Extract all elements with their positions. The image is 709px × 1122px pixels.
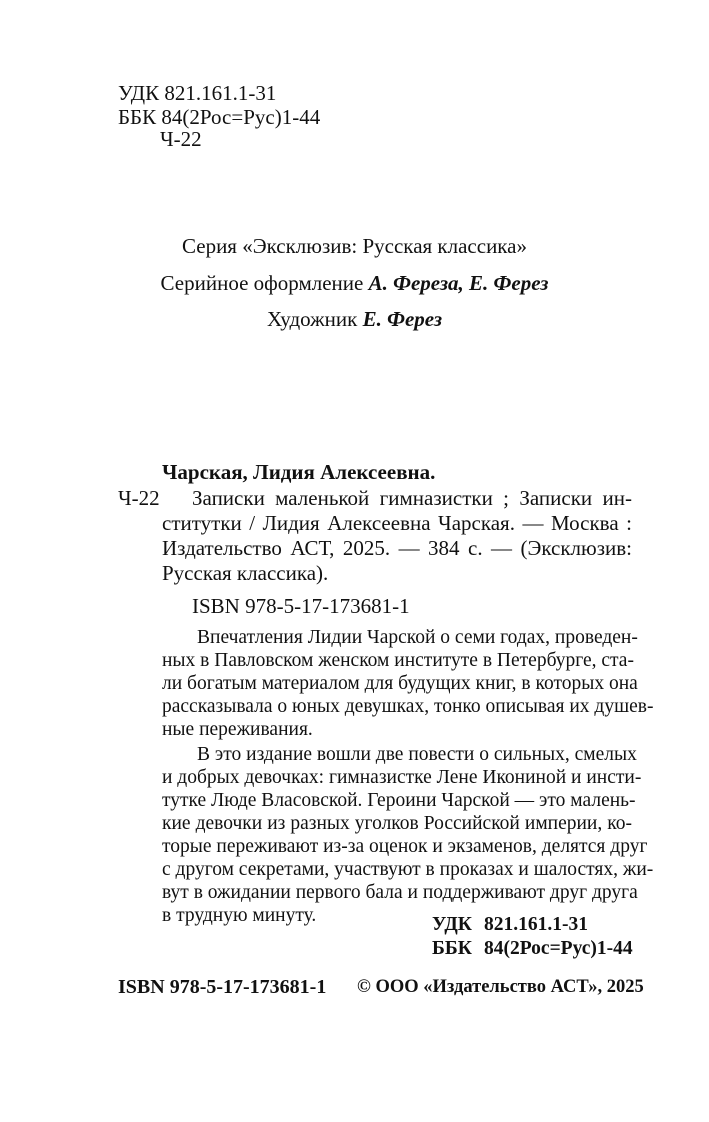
annotation-line: в трудную минуту. <box>162 905 317 926</box>
footer-copyright: © ООО «Издательство АСТ», 2025 <box>357 977 644 997</box>
bottom-bbk-value: 84(2Рос=Рус)1-44 <box>484 938 633 959</box>
annotation-line: ных в Павловском женском институте в Петербурге, ста- <box>162 650 634 671</box>
bottom-udk-label: УДК <box>432 914 472 935</box>
catalog-author-mark: Ч-22 <box>118 486 160 510</box>
catalog-author-heading: Чарская, Лидия Алексеевна. <box>162 460 436 484</box>
design-names: А. Фереза, Е. Ферез <box>368 271 549 295</box>
catalog-line-4: Русская классика). <box>162 561 329 585</box>
annotation-line: с другом секретами, участвуют в проказах и шалостях, жи- <box>162 859 654 880</box>
author-mark: Ч-22 <box>160 127 202 151</box>
series-design-line <box>0 271 709 296</box>
catalog-line-2: ститутки / Лидия Алексеевна Чарская. — Москва : <box>162 511 632 535</box>
catalog-line-1: Записки маленькой гимназистки ; Записки ин- <box>192 486 632 510</box>
bottom-bbk-label: ББК <box>432 938 472 959</box>
artist-line <box>0 307 709 332</box>
footer-isbn: ISBN 978-5-17-173681-1 <box>118 976 327 998</box>
annotation-line: и добрых девочках: гимназистке Лене Икониной и инсти- <box>162 767 642 788</box>
annotation-line: ли богатым материалом для будущих книг, в которых она <box>162 673 638 694</box>
artist-label: Художник <box>266 307 358 331</box>
design-label: Серийное оформление <box>160 271 364 295</box>
series-line: Серия «Эксклюзив: Русская классика» <box>181 234 528 258</box>
catalog-isbn: ISBN 978-5-17-173681-1 <box>192 594 410 618</box>
bottom-udk-value: 821.161.1-31 <box>484 914 588 935</box>
annotation-line: кие девочки из разных уголков Российской империи, ко- <box>162 813 632 834</box>
bbk-code: ББК 84(2Рос=Рус)1-44 <box>118 105 321 129</box>
annotation-line: В это издание вошли две повести о сильных, смелых <box>197 744 637 765</box>
annotation-line: ные переживания. <box>162 719 313 740</box>
udk-code: УДК 821.161.1-31 <box>118 81 277 105</box>
annotation-line: рассказывала о юных девушках, тонко описывая их душев- <box>162 696 654 717</box>
annotation-line: Впечатления Лидии Чарской о семи годах, проведен- <box>197 627 638 648</box>
annotation-line: вут в ожидании первого бала и поддерживают друг друга <box>162 882 638 903</box>
annotation-line: торые переживают из-за оценок и экзаменов, делятся друг <box>162 836 648 857</box>
catalog-line-3: Издательство АСТ, 2025. — 384 с. — (Эксклюзив: <box>162 536 632 560</box>
artist-name: Е. Ферез <box>362 307 443 331</box>
annotation-line: тутке Люде Власовской. Героини Чарской — это малень- <box>162 790 636 811</box>
